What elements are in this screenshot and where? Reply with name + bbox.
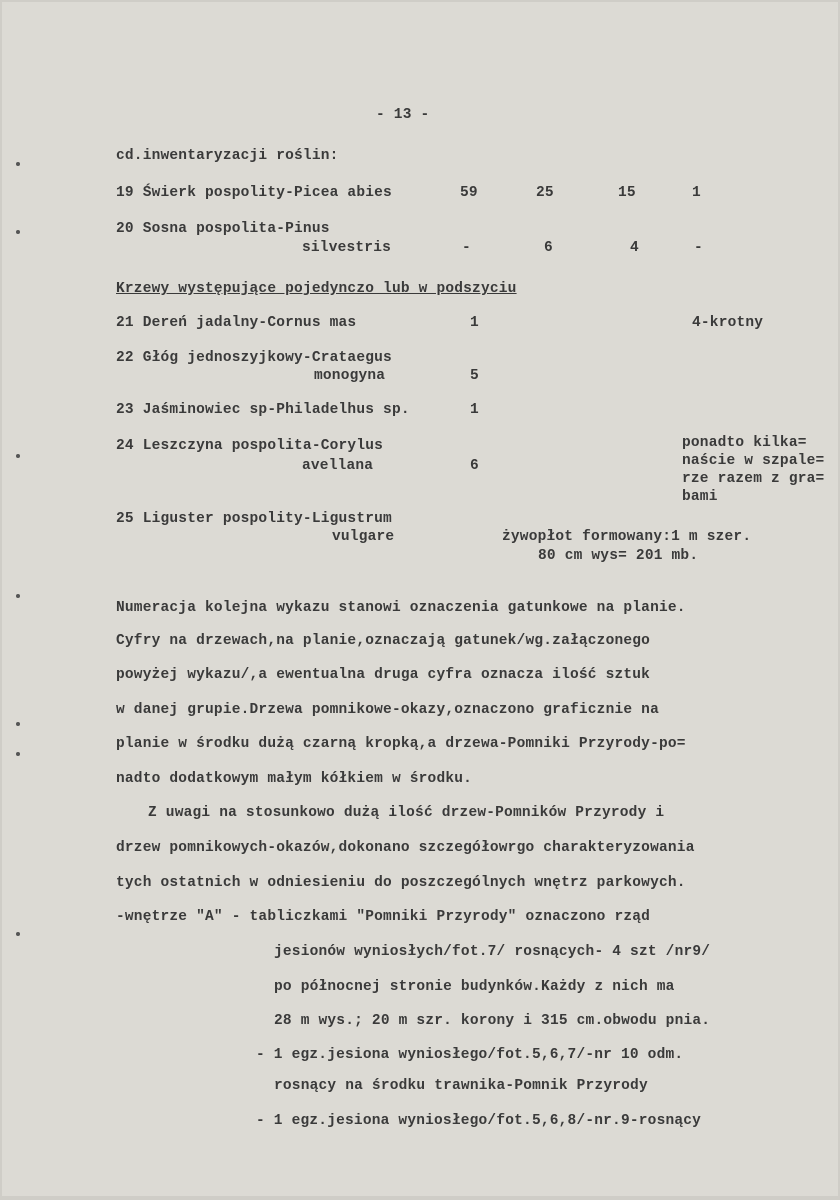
heading: cd.inwentaryzacji roślin: <box>116 148 339 164</box>
punch-hole-mark <box>16 230 20 234</box>
shrub-row-name: 25 Liguster pospolity-Ligustrum <box>116 511 392 527</box>
section-a-line: jesionów wyniosłych/fot.7/ rosnących- 4 szt /nr9/ <box>274 944 711 960</box>
tree-row-name: 19 Świerk pospolity-Picea abies <box>116 185 392 201</box>
section-a-line: - 1 egz.jesiona wyniosłego/fot.5,6,7/-nr 10 odm. <box>256 1047 684 1063</box>
shrubs-heading: Krzewy występujące pojedynczo lub w podszyciu <box>116 281 517 297</box>
paragraph-line: powyżej wykazu/,a ewentualna druga cyfra oznacza ilość sztuk <box>116 667 651 683</box>
punch-hole-mark <box>16 594 20 598</box>
section-a-line: 28 m wys.; 20 m szr. korony i 315 cm.obwodu pnia. <box>274 1013 711 1029</box>
punch-hole-mark <box>16 722 20 726</box>
tree-row-value: 15 <box>618 185 636 201</box>
tree-row-value: 1 <box>692 185 701 201</box>
document-page <box>2 2 838 1196</box>
tree-row-value: 6 <box>544 240 553 256</box>
shrub-row-count: 1 <box>470 402 479 418</box>
shrub-row-name-cont: vulgare <box>332 529 395 545</box>
section-a-line: rosnący na środku trawnika-Pomnik Przyrody <box>274 1078 648 1094</box>
shrub-row-note: żywopłot formowany:1 m szer. <box>502 529 752 545</box>
section-a-line: -wnętrze "A" - tabliczkami "Pomniki Przyrody" oznaczono rząd <box>116 909 651 925</box>
shrub-row-name: 24 Leszczyna pospolita-Corylus <box>116 438 384 454</box>
tree-row-value: - <box>694 240 703 256</box>
shrub-row-count: 1 <box>470 315 479 331</box>
punch-hole-mark <box>16 454 20 458</box>
shrub-row-name-cont: monogyna <box>314 368 386 384</box>
shrub-row-name-cont: avellana <box>302 458 374 474</box>
shrub-row-name: 22 Głóg jednoszyjkowy-Crataegus <box>116 350 392 366</box>
punch-hole-mark <box>16 162 20 166</box>
shrub-row-note: 4-krotny <box>692 315 764 331</box>
paragraph-line: drzew pomnikowych-okazów,dokonano szczegółowrgo charakteryzowania <box>116 840 695 856</box>
paragraph-line: Numeracja kolejna wykazu stanowi oznaczenia gatunkowe na planie. <box>116 600 686 616</box>
tree-row-value: 25 <box>536 185 554 201</box>
shrub-row-note: ponadto kilka= <box>682 435 807 451</box>
tree-row-name: 20 Sosna pospolita-Pinus <box>116 221 330 237</box>
shrub-row-count: 6 <box>470 458 479 474</box>
tree-row-value: - <box>462 240 471 256</box>
paragraph-line: nadto dodatkowym małym kółkiem w środku. <box>116 771 473 787</box>
section-a-line: po północnej stronie budynków.Każdy z nich ma <box>274 979 675 995</box>
tree-row-name-cont: silvestris <box>302 240 392 256</box>
shrub-row-note: naście w szpale= <box>682 453 825 469</box>
shrub-row-note: 80 cm wys= 201 mb. <box>538 548 699 564</box>
paragraph-line: tych ostatnich w odniesieniu do poszczególnych wnętrz parkowych. <box>116 875 686 891</box>
shrub-row-name: 23 Jaśminowiec sp-Philadelhus sp. <box>116 402 410 418</box>
shrub-row-name: 21 Dereń jadalny-Cornus mas <box>116 315 357 331</box>
paragraph-line: Z uwagi na stosunkowo dużą ilość drzew-Pomników Przyrody i <box>148 805 665 821</box>
punch-hole-mark <box>16 932 20 936</box>
paragraph-line: planie w środku dużą czarną kropką,a drzewa-Pomniki Przyrody-po= <box>116 736 686 752</box>
paragraph-line: Cyfry na drzewach,na planie,oznaczają gatunek/wg.załączonego <box>116 633 651 649</box>
tree-row-value: 4 <box>630 240 639 256</box>
page-number: - 13 - <box>376 107 430 123</box>
punch-hole-mark <box>16 752 20 756</box>
shrub-row-count: 5 <box>470 368 479 384</box>
shrub-row-note: bami <box>682 489 718 505</box>
section-a-line: - 1 egz.jesiona wyniosłego/fot.5,6,8/-nr.9-rosnący <box>256 1113 702 1129</box>
tree-row-value: 59 <box>460 185 478 201</box>
paragraph-line: w danej grupie.Drzewa pomnikowe-okazy,oznaczono graficznie na <box>116 702 659 718</box>
shrub-row-note: rze razem z gra= <box>682 471 825 487</box>
